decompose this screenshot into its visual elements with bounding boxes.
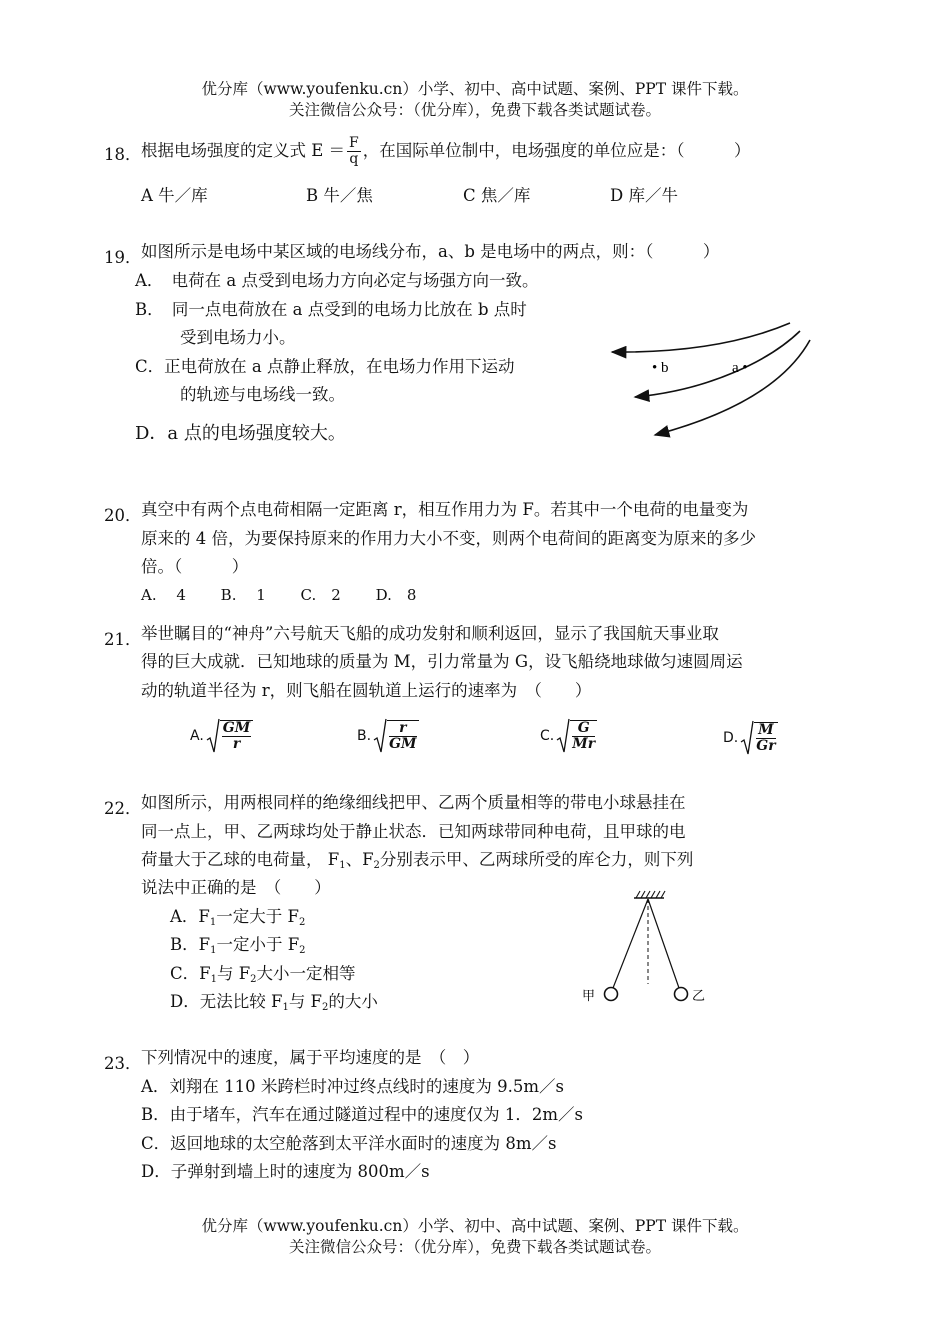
left-thread bbox=[613, 899, 648, 988]
q23-option-c: C．返回地球的太空舱落到太平洋水面时的速度为 8m／s bbox=[141, 1134, 557, 1153]
q18-option-b: B 牛／焦 bbox=[306, 186, 373, 205]
q21-option-b-label: B. bbox=[357, 728, 372, 744]
q21-line-1: 举世瞩目的“神舟”六号航天飞船的成功发射和顺利返回，显示了我国航天事业取 bbox=[141, 624, 719, 643]
q21-option-a-label: A. bbox=[190, 728, 204, 744]
q21-option-a bbox=[190, 718, 253, 754]
q20-options: A. 4 B. 1 C. 2 D. 8 bbox=[141, 586, 417, 604]
q22-line-3: 荷量大于乙球的电荷量， $F_1$、$F_2$分别表示甲、乙两球所受的库仑力，则下列 bbox=[141, 850, 694, 871]
q21-c-den: Mr bbox=[572, 736, 596, 752]
q20-line-2: 原来的 4 倍，为要保持原来的作用力大小不变，则两个电荷间的距离变为原来的多少 bbox=[141, 529, 756, 548]
q21-option-b bbox=[357, 718, 419, 754]
pendulum-diagram bbox=[578, 888, 718, 1008]
q21-a-num: GM bbox=[222, 720, 251, 736]
ceiling-hatch bbox=[636, 891, 665, 898]
q20-line-1: 真空中有两个点电荷相隔一定距离 r，相互作用力为 F。若其中一个电荷的电量变为 bbox=[141, 500, 749, 519]
q21-a-den: r bbox=[232, 736, 241, 752]
ball-yi-label: 乙 bbox=[692, 989, 706, 1004]
header-line-1: 优分库（www.youfenku.cn）小学、初中、高中试题、案例、PPT 课件下载。 bbox=[201, 80, 749, 98]
q18-text-before: 根据电场强度的定义式 E ＝ bbox=[141, 140, 346, 160]
footer-line-1: 优分库（www.youfenku.cn）小学、初中、高中试题、案例、PPT 课件下载。 bbox=[201, 1217, 749, 1235]
q23-option-b: B．由于堵车，汽车在通过隧道过程中的速度仅为 1．2m／s bbox=[141, 1105, 583, 1124]
q21-option-c-label: C. bbox=[540, 728, 555, 744]
q19-option-a: A． 电荷在 a 点受到电场力方向必定与场强方向一致。 bbox=[135, 271, 539, 290]
q18-option-d: D 库／牛 bbox=[610, 186, 678, 205]
q19-number: 19． bbox=[104, 248, 142, 267]
q18-frac-den: q bbox=[349, 150, 359, 167]
q18-number: 18． bbox=[104, 145, 142, 164]
electric-field-diagram bbox=[600, 315, 820, 445]
sqrt-icon bbox=[556, 718, 570, 754]
q21-d-den: Gr bbox=[756, 738, 776, 754]
q22-option-b: B．$F_1$一定小于 $F_2$ bbox=[170, 935, 306, 956]
q19-stem: 如图所示是电场中某区域的电场线分布，a、b 是电场中的两点，则：（ ） bbox=[141, 242, 720, 261]
q19-option-b-line1: B． 同一点电荷放在 a 点受到的电场力比放在 b 点时 bbox=[135, 300, 527, 319]
q19-option-c-line1: C．正电荷放在 a 点静止释放，在电场力作用下运动 bbox=[135, 357, 515, 376]
ball-yi bbox=[675, 988, 688, 1001]
q22-option-a: A．$F_1$一定大于 $F_2$ bbox=[170, 907, 306, 928]
q18-option-a: A 牛／库 bbox=[141, 186, 208, 205]
q20-number: 20． bbox=[104, 506, 142, 525]
point-b-label: • b bbox=[652, 360, 669, 376]
sqrt-icon bbox=[206, 718, 220, 754]
q18-fraction bbox=[347, 136, 361, 167]
q23-stem: 下列情况中的速度，属于平均速度的是 （ ） bbox=[141, 1048, 480, 1067]
q22-line-2: 同一点上，甲、乙两球均处于静止状态．已知两球带同种电荷，且甲球的电 bbox=[141, 822, 686, 841]
q21-number: 21． bbox=[104, 630, 142, 649]
q23-number: 23． bbox=[104, 1054, 142, 1073]
q22-number: 22． bbox=[104, 799, 142, 818]
q23-option-a: A．刘翔在 110 米跨栏时冲过终点线时的速度为 9.5m／s bbox=[141, 1077, 564, 1096]
q18-option-c: C 焦／库 bbox=[463, 186, 531, 205]
q19-option-c-line2: 的轨迹与电场线一致。 bbox=[180, 385, 345, 404]
q22-line-4: 说法中正确的是 （ ） bbox=[141, 878, 331, 897]
field-line-bottom bbox=[655, 340, 810, 435]
q21-b-den: GM bbox=[389, 736, 417, 752]
q21-c-num: G bbox=[572, 721, 595, 737]
ball-jia bbox=[605, 988, 618, 1001]
ball-jia-label: 甲 bbox=[582, 989, 596, 1004]
q21-d-num: M bbox=[758, 722, 774, 738]
q21-line-3: 动的轨道半径为 r，则飞船在圆轨道上运行的速率为 （ ） bbox=[141, 681, 592, 700]
q18-frac-num: F bbox=[349, 134, 359, 151]
q19-option-d: D．a 点的电场强度较大。 bbox=[135, 423, 346, 444]
q19-option-b-line2: 受到电场力小。 bbox=[180, 328, 296, 347]
q23-option-d: D．子弹射到墙上时的速度为 800m／s bbox=[141, 1162, 430, 1181]
q21-option-d bbox=[723, 720, 778, 756]
point-a-label: a • bbox=[732, 360, 748, 376]
q20-line-3: 倍。（ ） bbox=[141, 557, 249, 576]
q21-option-d-label: D. bbox=[723, 730, 739, 746]
q21-option-c bbox=[540, 718, 597, 754]
header-line-2: 关注微信公众号：（优分库），免费下载各类试题试卷。 bbox=[288, 101, 661, 119]
field-line-top bbox=[612, 323, 790, 352]
q21-line-2: 得的巨大成就．已知地球的质量为 M，引力常量为 G，设飞船绕地球做匀速圆周运 bbox=[141, 652, 743, 671]
sqrt-icon bbox=[373, 718, 387, 754]
q18-text-after: ，在国际单位制中，电场强度的单位应是：（ ） bbox=[362, 140, 751, 160]
q21-b-num: r bbox=[389, 721, 416, 737]
sqrt-icon bbox=[740, 720, 754, 756]
q18-stem bbox=[141, 133, 751, 169]
q22-option-c: C．$F_1$与 $F_2$大小一定相等 bbox=[170, 964, 356, 985]
q22-option-d: D．无法比较 $F_1$与 $F_2$的大小 bbox=[170, 992, 378, 1013]
q22-line-1: 如图所示，用两根同样的绝缘细线把甲、乙两个质量相等的带电小球悬挂在 bbox=[141, 793, 686, 812]
right-thread bbox=[648, 899, 679, 988]
footer-line-2: 关注微信公众号：（优分库），免费下载各类试题试卷。 bbox=[288, 1238, 661, 1256]
